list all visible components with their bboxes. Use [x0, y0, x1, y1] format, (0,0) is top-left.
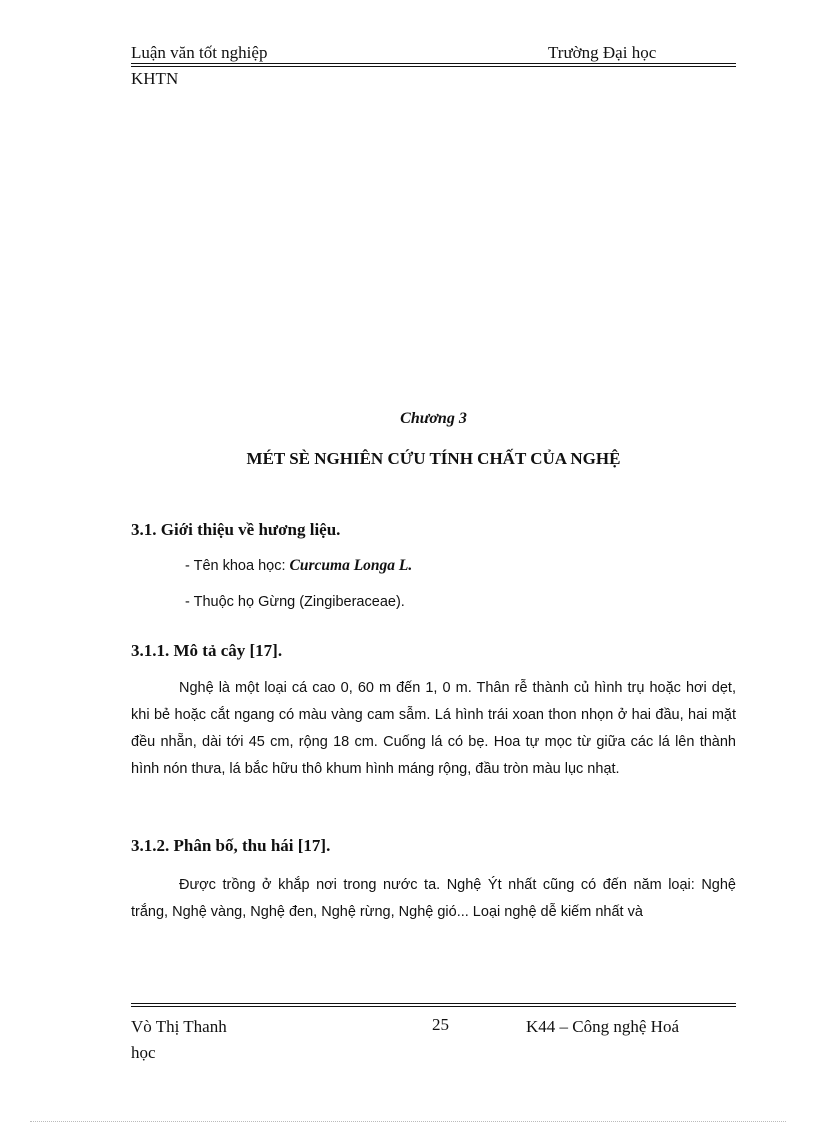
footer-left: Vò Thị Thanh	[131, 1017, 227, 1036]
scientific-name-prefix: - Tên khoa học:	[185, 558, 290, 574]
chapter-label: Chương 3	[400, 410, 467, 427]
section-3-1-1-heading: 3.1.1. Mô tả cây [17].	[131, 641, 283, 660]
footer-rule-top	[131, 1003, 736, 1004]
section-3-1-2-heading: 3.1.2. Phân bố, thu hái [17].	[131, 836, 331, 855]
section-3-1-1-paragraph: Nghệ là một loại cá cao 0, 60 m đến 1, 0 m. Thân rễ thành củ hình trụ hoặc hơi dẹt, khi bẻ hoặc cắt ngang có màu vàng cam sẫm. Lá hình trái xoan thon nhọn ở hai đầu, hai mặt đều nhẵn, dài tới 45 cm, rộng 18 cm. Cuống lá có bẹ. Hoa tự mọc từ giữa các lá lên thành hình nón thưa, lá bắc hữu thô khum hình máng rộng, đầu tròn màu lục nhạt.	[131, 680, 736, 777]
scientific-name-line	[185, 557, 412, 575]
footer-left-continuation: học	[131, 1043, 156, 1062]
section-3-1-2-paragraph: Được trồng ở khắp nơi trong nước ta. Nghệ Ýt nhất cũng có đến năm loại: Nghệ trắng, Nghệ vàng, Nghệ đen, Nghệ rừng, Nghệ gió... Loại nghệ dễ kiếm nhất và	[131, 877, 736, 920]
header-right: Trường Đại học	[548, 43, 657, 62]
section-3-1-heading: 3.1. Giới thiệu về hương liệu.	[131, 520, 341, 539]
chapter-title: MÉT SÈ NGHIÊN CỨU TÍNH CHẤT CỦA NGHỆ	[246, 449, 621, 468]
page-number: 25	[432, 1015, 449, 1034]
header-left: Luận văn tốt nghiệp	[131, 43, 268, 62]
header-continuation: KHTN	[131, 69, 179, 88]
page-edge-dotted-line	[30, 1121, 786, 1122]
family-line: - Thuộc họ Gừng (Zingiberaceae).	[185, 594, 405, 610]
footer-right: K44 – Công nghệ Hoá	[526, 1017, 679, 1036]
footer-rule-bottom	[131, 1006, 736, 1007]
header-rule-top	[131, 63, 736, 64]
header-rule-bottom	[131, 66, 736, 67]
scientific-name: Curcuma Longa L.	[289, 557, 413, 574]
